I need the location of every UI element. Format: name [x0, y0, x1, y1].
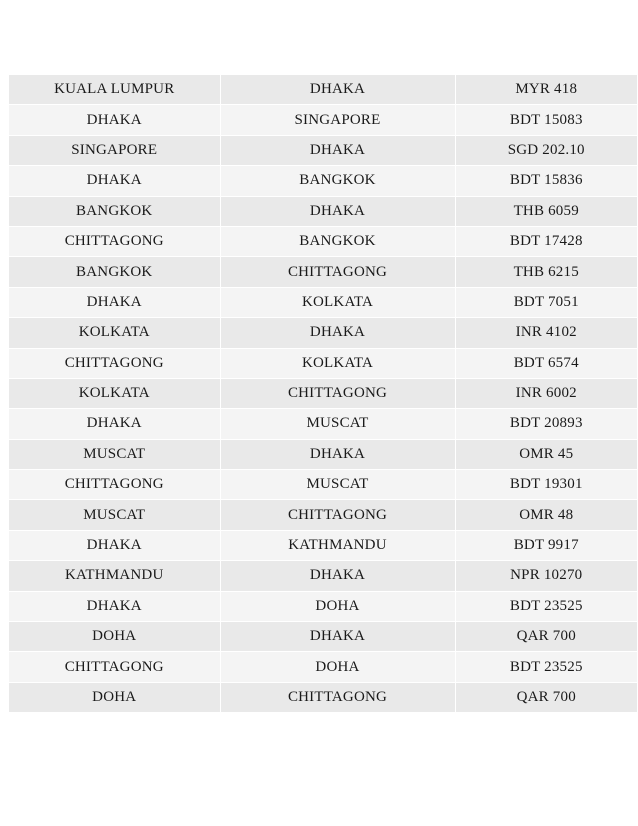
- fare-cell: SGD 202.10: [455, 135, 637, 165]
- origin-cell: DHAKA: [9, 287, 220, 317]
- table-row: [9, 439, 637, 469]
- origin-cell: MUSCAT: [9, 439, 220, 469]
- origin-cell: CHITTAGONG: [9, 470, 220, 500]
- table-row: [9, 318, 637, 348]
- origin-cell: SINGAPORE: [9, 135, 220, 165]
- fare-cell: INR 6002: [455, 378, 637, 408]
- fare-cell: BDT 9917: [455, 530, 637, 560]
- origin-cell: DOHA: [9, 682, 220, 712]
- table-row: [9, 348, 637, 378]
- table-row: [9, 378, 637, 408]
- table-row: [9, 561, 637, 591]
- table-row: [9, 682, 637, 712]
- destination-cell: CHITTAGONG: [220, 378, 455, 408]
- table-row: [9, 257, 637, 287]
- table-row: [9, 135, 637, 165]
- table-row: [9, 166, 637, 196]
- fare-cell: BDT 6574: [455, 348, 637, 378]
- table-row: [9, 500, 637, 530]
- destination-cell: DOHA: [220, 591, 455, 621]
- destination-cell: DHAKA: [220, 196, 455, 226]
- table-row: [9, 196, 637, 226]
- destination-cell: DHAKA: [220, 318, 455, 348]
- fare-cell: THB 6059: [455, 196, 637, 226]
- table-row: [9, 530, 637, 560]
- origin-cell: KOLKATA: [9, 378, 220, 408]
- destination-cell: DHAKA: [220, 75, 455, 105]
- destination-cell: DHAKA: [220, 622, 455, 652]
- origin-cell: DHAKA: [9, 530, 220, 560]
- table-row: [9, 652, 637, 682]
- fare-cell: INR 4102: [455, 318, 637, 348]
- fare-cell: OMR 45: [455, 439, 637, 469]
- destination-cell: CHITTAGONG: [220, 682, 455, 712]
- table-row: [9, 75, 637, 105]
- destination-cell: KOLKATA: [220, 348, 455, 378]
- origin-cell: DHAKA: [9, 591, 220, 621]
- destination-cell: DOHA: [220, 652, 455, 682]
- origin-cell: MUSCAT: [9, 500, 220, 530]
- destination-cell: KATHMANDU: [220, 530, 455, 560]
- destination-cell: DHAKA: [220, 135, 455, 165]
- destination-cell: BANGKOK: [220, 226, 455, 256]
- origin-cell: DOHA: [9, 622, 220, 652]
- destination-cell: SINGAPORE: [220, 105, 455, 135]
- origin-cell: DHAKA: [9, 166, 220, 196]
- table-row: [9, 470, 637, 500]
- table-row: [9, 226, 637, 256]
- origin-cell: DHAKA: [9, 105, 220, 135]
- destination-cell: DHAKA: [220, 561, 455, 591]
- table-row: [9, 105, 637, 135]
- fare-cell: BDT 15836: [455, 166, 637, 196]
- origin-cell: CHITTAGONG: [9, 348, 220, 378]
- fare-cell: BDT 20893: [455, 409, 637, 439]
- fare-cell: OMR 48: [455, 500, 637, 530]
- origin-cell: KUALA LUMPUR: [9, 75, 220, 105]
- fare-cell: QAR 700: [455, 622, 637, 652]
- destination-cell: CHITTAGONG: [220, 257, 455, 287]
- fare-cell: BDT 23525: [455, 591, 637, 621]
- origin-cell: BANGKOK: [9, 257, 220, 287]
- fare-cell: MYR 418: [455, 75, 637, 105]
- fare-cell: BDT 15083: [455, 105, 637, 135]
- origin-cell: BANGKOK: [9, 196, 220, 226]
- fare-cell: THB 6215: [455, 257, 637, 287]
- destination-cell: MUSCAT: [220, 409, 455, 439]
- table-row: [9, 287, 637, 317]
- destination-cell: BANGKOK: [220, 166, 455, 196]
- destination-cell: CHITTAGONG: [220, 500, 455, 530]
- fare-cell: BDT 23525: [455, 652, 637, 682]
- fare-cell: BDT 7051: [455, 287, 637, 317]
- fare-cell: BDT 19301: [455, 470, 637, 500]
- destination-cell: DHAKA: [220, 439, 455, 469]
- origin-cell: CHITTAGONG: [9, 652, 220, 682]
- origin-cell: CHITTAGONG: [9, 226, 220, 256]
- origin-cell: KOLKATA: [9, 318, 220, 348]
- destination-cell: MUSCAT: [220, 470, 455, 500]
- table-row: [9, 409, 637, 439]
- origin-cell: DHAKA: [9, 409, 220, 439]
- table-row: [9, 622, 637, 652]
- origin-cell: KATHMANDU: [9, 561, 220, 591]
- fare-cell: QAR 700: [455, 682, 637, 712]
- table-row: [9, 591, 637, 621]
- fare-table-body: [9, 75, 637, 713]
- destination-cell: KOLKATA: [220, 287, 455, 317]
- fare-cell: NPR 10270: [455, 561, 637, 591]
- fare-table: [9, 75, 637, 713]
- fare-cell: BDT 17428: [455, 226, 637, 256]
